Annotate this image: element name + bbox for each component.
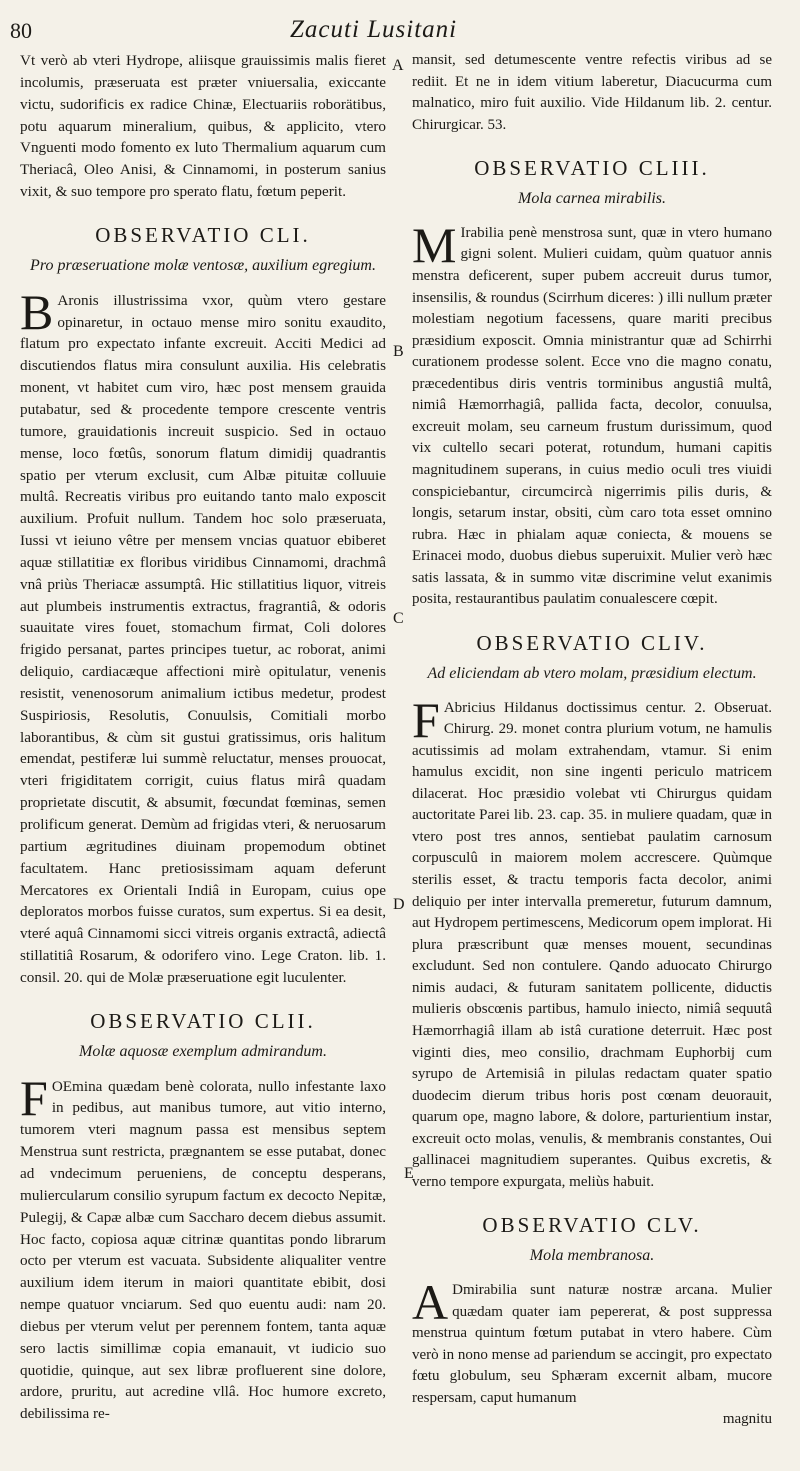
observation-155-text: Dmirabilia sunt naturæ nostræ arcana. Mulier quædam quater iam pepererat, & post suppressa menstrua quintum fœtum putabat in vtero habere. Cùm verò in nono mense ad pariendum se accingit, pro expectato fœtu globulum, seu Sphæram excernit albam, mucore respersam, caput humanum: [412, 1282, 772, 1406]
right-column: [412, 50, 772, 1431]
observation-151-body: [20, 283, 386, 989]
observation-153-text: Irabilia penè menstrosa sunt, quæ in vtero humano gigni solent. Mulieri cuidam, quùm quatuor annis menstra deficerent, super pubem accreuit durus tumor, insensilis, & roundus (Scirrhum diceres: ) illi nullum præter molestiam negotium facessens, quare mariti precibus præsidium exposcit. Omnia ministrantur quæ ad Schirrhi curationem prodesse solent. Ecce vno die magno conatu, præcedentibus diris ventris torminibus angustiâ multâ, nimiâ Hæmorrhagiâ, pallida facta, decolor, conuulsa, excreuit molam, seu carneum frustum durissimum, quod vix cultello secari poterat, rotundum, humani capitis magnitudinem superans, in cuius medio oculi tres viuidi conspiciebantur, circumcircà nigerrimis pilis duris, & longis, setarum instar, obsiti, cùm caro tota esset omnino rubra. Hæc in phialam aquæ coniecta, & mouens se Erinacei modo, duobus diebus superuixit. Mulier verò hæc satis lassata, & in summo vitæ discrimine velut exanimis posita, restaurantibus paulatim conualescere cœpit.: [412, 224, 772, 608]
catchword: magnitu: [722, 1411, 772, 1428]
observation-152-text: OEmina quædam benè colorata, nullo infestante laxo in pedibus, aut manibus tumore, aut vitio interno, tumorem vteri magnum passa est mensibus septem Menstrua sunt restricta, prægnantem se esse putabat, donec ad vndecimum perueniens, de conceptu desperans, muliercularum consilio syrupum factum ex decocto Nepitæ, Pulegij, & Capæ albæ cum Saccharo decem diebus assumit. Hoc facto, copiosa aquæ citrinæ quantitas pondo librarum octo per vterum est vacuata. Subsidente aliqualiter ventre auxilium idem iterum in maiori quantitate ebibit, dosi nempe quatuor vnciarum. Sed quo euentu audi: nam 20. diebus per vterum velut per perennem fontem, tanta aquæ sero lactis simillimæ copia emanauit, vt iudicio suo quotidie, quinque, aut sex libræ profluerent sine dolore, ardore, pruritu, aut acredine vllâ. Hoc humore excreto, debilissima re-: [20, 1077, 386, 1423]
dropcap: M: [412, 216, 457, 273]
running-title: Zacuti Lusitani: [290, 16, 458, 43]
dropcap: F: [20, 1069, 48, 1126]
observation-151-subtitle: Pro præseruatione molæ ventosæ, auxilium egregium.: [30, 256, 376, 274]
observation-154-subtitle: Ad eliciendam ab vtero molam, præsidium electum.: [427, 664, 757, 682]
dropcap: F: [412, 691, 440, 748]
margin-letter-a: A: [392, 57, 404, 74]
observation-155-subtitle: Mola membranosa.: [529, 1247, 655, 1264]
observation-155-body: [412, 1274, 772, 1409]
observation-151-text: Aronis illustrissima vxor, quùm vtero gestare opinaretur, in octauo mense miro sonitu exaudito, flatum pro expectato infante excreuit. Acciti Medici ad discutiendos flatus mira consulunt auxilia. His celebratis monent, vt habitet cum viro, hæc post mensem grauida putabatur, sed & procedente tempore crescente ventris tumore, grauidationis increuit suspicio. Sed in octauo mense, loco fœtûs, sonorum flatum dimidij quadrantis spatio per vterum exclusit, cum Albæ pituitæ colluuie multâ. Recreatis viribus pro euitando tanto malo exposcit auxilium. Profuit nullum. Tandem hoc solo præseruata, Iussi vt ieiuno vêtre per mensem vncias quatuor ebiberet aquæ stillatitiæ ex floribus viridibus Cinnamomi, drachmâ vnâ priùs Theriacæ assumptâ. Hic stillatitius liquor, vitreis aut plumbeis instrumentis extractus, fragrantiâ, & odoris suauitate vires fouet, stomachum firmat, Coli dolores frigido persanat, partes principes tuetur, ac roborat, animi deliquio, cardiacæque affectioni mirè opitulatur, venenis resistit, venenosorum animalium ictibus medetur, prodest Suspiriosis, Resolutis, Conuulsis, Comitiali morbo laborantibus, & cùm sit gustui gratissimus, oris halitum emendat, pestiferæ lui summè reluctatur, menses prouocat, vteri frigiditatem corrigit, cuius flatus mirâ quadam proprietate discutit, & absumit, fœcundat fœminas, semen prolificum generat. Demùm ad frigidas vteri, & neruosarum partium ægritudines diuinam propemodum obtinet facultatem. Hanc pretiosissimam aquam deferunt Mercatores ex Orientali Indiâ in Europam, cuius ope deploratos morbos fuisse curatos, sum expertus. Si ea desit, vteré aquâ Cinnamomi sicci vitreis organis extractâ, adiectâ stillatitiâ Rosarum, & odorifero vino. Lege Craton. lib. 1. consil. 20. qui de Molæ præseruatione egit luculenter.: [20, 291, 386, 986]
intro-paragraph: Vt verò ab vteri Hydrope, aliisque grauissimis malis fieret incolumis, præseruata est præter vniuersalia, exiccante victu, sudorificis ex radice Chinæ, Electuariis roborätibus, potu aquarum mineralium, quibus, & applicito, vtero Vnguenti modo fomento ex luto Thermalium aquarum cum Theriacâ, Oleo Anisi, & Cinnamomi, in posterum sanius vixit, & suo tempore pro sperato flatu, fœtum peperit.: [20, 52, 386, 201]
dropcap: B: [20, 283, 54, 340]
observation-153-title: OBSERVATIO CLIII.: [474, 156, 710, 181]
observation-154-title: OBSERVATIO CLIV.: [476, 630, 708, 655]
observation-154-body: [412, 691, 772, 1194]
observation-155-title: OBSERVATIO CLV.: [482, 1213, 702, 1238]
margin-letter-c: C: [393, 610, 404, 627]
dropcap: A: [412, 1274, 449, 1330]
page-number: 80: [10, 18, 32, 43]
observation-153-body: [412, 216, 772, 611]
margin-letter-b: B: [393, 343, 404, 360]
observation-152-subtitle: Molæ aquosæ exemplum admirandum.: [79, 1042, 327, 1060]
observation-154-text: Abricius Hildanus doctissimus centur. 2. Obseruat. Chirurg. 29. monet contra plurium votum, ne hamulis acutissimis ad molam extrahendam, vtamur. Si enim hamulus excidit, non sine ingenti periculo matricem dilacerat. Hoc præsidio volebat vti Chirurgus quidam auctoritate Parei lib. 23. cap. 35. in muliere quadam, quæ in vtero post tres annos, sentiebat paulatim carnosum corpusculû in maiorem molem accrescere. Quùmque sterilis esset, & tractu temporis facta decolor, animi deliquio per inter intervalla premeretur, futurum damnum, aut Hydropem pertimescens, Medicorum opem implorat. Hi plura præscribunt quæ menses mouent, secundinas excludunt. Sed non contulere. Qando aduocato Chirurgo nimis audaci, & futuram sanitatem pollicente, diductis mulieris obscœnis partibus, hamulo iniecto, nimiâ sequutâ Hæmorrhagiâ illam ab istâ curatione deterruit. Hæc post viginti dies, meo consilio, drachmam Euphorbij cum syrupo de Artemisiâ in pilulas redactam quater spatio duodecim dierum tribus horis post cœnam deuorauit, quarum ope, magno labore, & dolore, parturientium instar, excreuit octo molas, venulis, & membranis constantes, Oui gallinacei magnitudiem superantes. Quibus excretis, & verno tempore expurgata, meliùs habuit.: [412, 699, 772, 1190]
margin-letter-d: D: [393, 896, 405, 913]
observation-151-title: OBSERVATIO CLI.: [95, 222, 311, 247]
margin-letter-e: E: [404, 1165, 414, 1182]
left-column: [20, 50, 386, 1425]
observation-152-title: OBSERVATIO CLII.: [90, 1008, 316, 1033]
continuation-paragraph: mansit, sed detumescente ventre refectis viribus ad se rediit. Et ne in idem vitium laberetur, Diacucurma cum malnatico, miro fuit auxilio. Vide Hildanum lib. 2. centur. Chirurgicar. 53.: [412, 52, 772, 133]
observation-153-subtitle: Mola carnea mirabilis.: [518, 189, 666, 207]
observation-152-body: [20, 1069, 386, 1426]
